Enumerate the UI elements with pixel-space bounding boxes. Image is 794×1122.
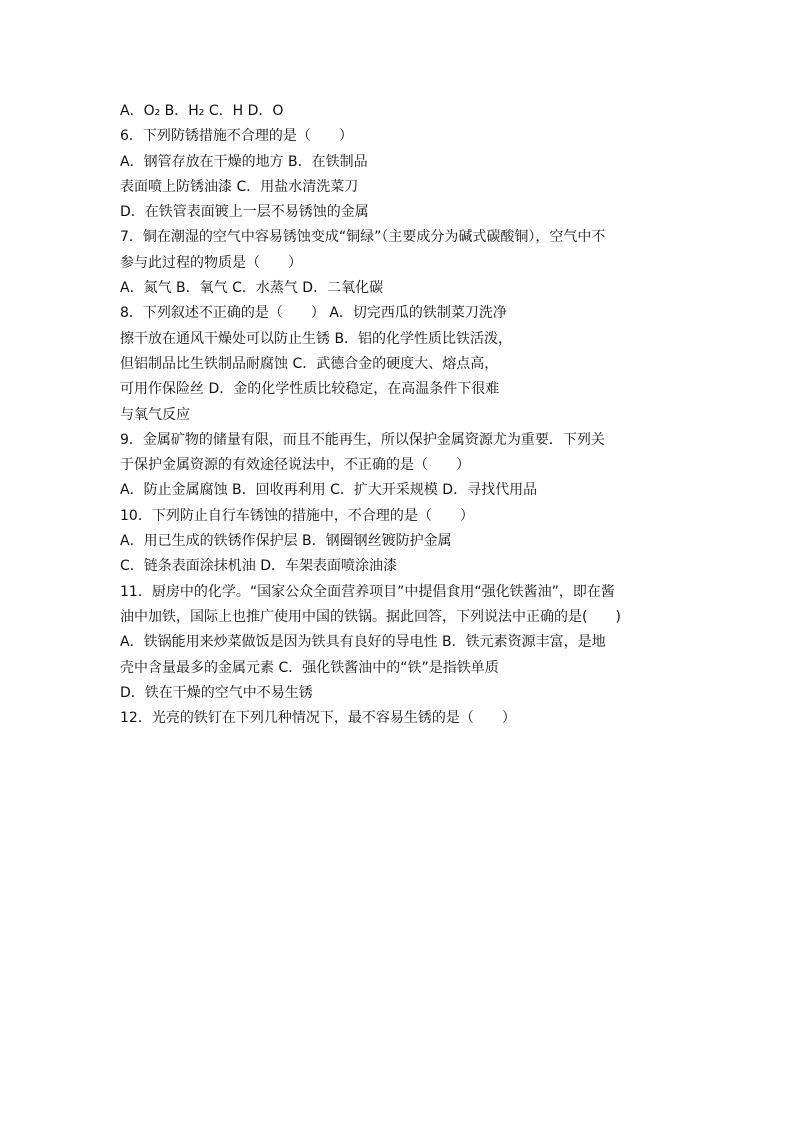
question-7-stem-line-1: 7．铜在潮湿的空气中容易锈蚀变成“铜绿”（主要成分为碱式碳酸铜），空气中不 [120, 229, 606, 246]
question-10-options-line-1: A．用已生成的铁锈作保护层 B．钢圈钢丝镀防护金属 [120, 533, 452, 550]
question-8-line-2: 擦干放在通风干燥处可以防止生锈 B．铝的化学性质比铁活泼， [120, 330, 513, 347]
question-12-stem: 12．光亮的铁钉在下列几种情况下，最不容易生锈的是（ ） [120, 710, 516, 727]
question-8-line-4: 可用作保险丝 D．金的化学性质比较稳定，在高温条件下很难 [120, 381, 500, 398]
question-11-options-line-2: 壳中含量最多的金属元素 C．强化铁酱油中的“铁”是指铁单质 [120, 659, 499, 676]
question-11-stem-line-2: 油中加铁，国际上也推广使用中国的铁锅。据此回答，下列说法中正确的是( ) [120, 608, 621, 625]
question-7-stem-line-2: 参与此过程的物质是（ ） [120, 254, 302, 271]
question-text-block [120, 99, 680, 731]
question-5-options: A．O₂ B．H₂ C．H D．O [120, 103, 284, 119]
question-7-options: A．氮气 B．氧气 C．水蒸气 D．二氧化碳 [120, 280, 384, 297]
question-6-options-line-1: A．钢管存放在干燥的地方 B．在铁制品 [120, 153, 368, 170]
question-11-options-line-3: D．铁在干燥的空气中不易生锈 [120, 684, 313, 701]
question-6-options-line-2: 表面喷上防锈油漆 C．用盐水清洗菜刀 [120, 178, 359, 195]
question-8-line-1: 8．下列叙述不正确的是（ ） A．切完西瓜的铁制菜刀洗净 [120, 305, 507, 322]
question-6-stem: 6．下列防锈措施不合理的是（ ） [120, 128, 353, 145]
question-8-line-3: 但铝制品比生铁制品耐腐蚀 C．武德合金的硬度大、熔点高， [120, 355, 499, 372]
question-9-stem-line-1: 9．金属矿物的储量有限，而且不能再生，所以保护金属资源尤为重要．下列关 [120, 431, 605, 448]
question-10-options-line-2: C．链条表面涂抹机油 D．车架表面喷涂油漆 [120, 558, 398, 575]
question-9-options: A．防止金属腐蚀 B．回收再利用 C．扩大开采规模 D．寻找代用品 [120, 482, 538, 499]
question-11-stem-line-1: 11．厨房中的化学。“国家公众全面营养项目”中提倡食用“强化铁酱油”，即在酱 [120, 583, 615, 600]
question-8-line-5: 与氧气反应 [120, 406, 190, 423]
question-6-options-line-3: D．在铁管表面镀上一层不易锈蚀的金属 [120, 204, 369, 221]
question-11-options-line-1: A．铁锅能用来炒菜做饭是因为铁具有良好的导电性 B．铁元素资源丰富，是地 [120, 634, 606, 651]
question-9-stem-line-2: 于保护金属资源的有效途径说法中，不正确的是（ ） [120, 457, 470, 474]
question-10-stem: 10．下列防止自行车锈蚀的措施中，不合理的是（ ） [120, 507, 474, 524]
